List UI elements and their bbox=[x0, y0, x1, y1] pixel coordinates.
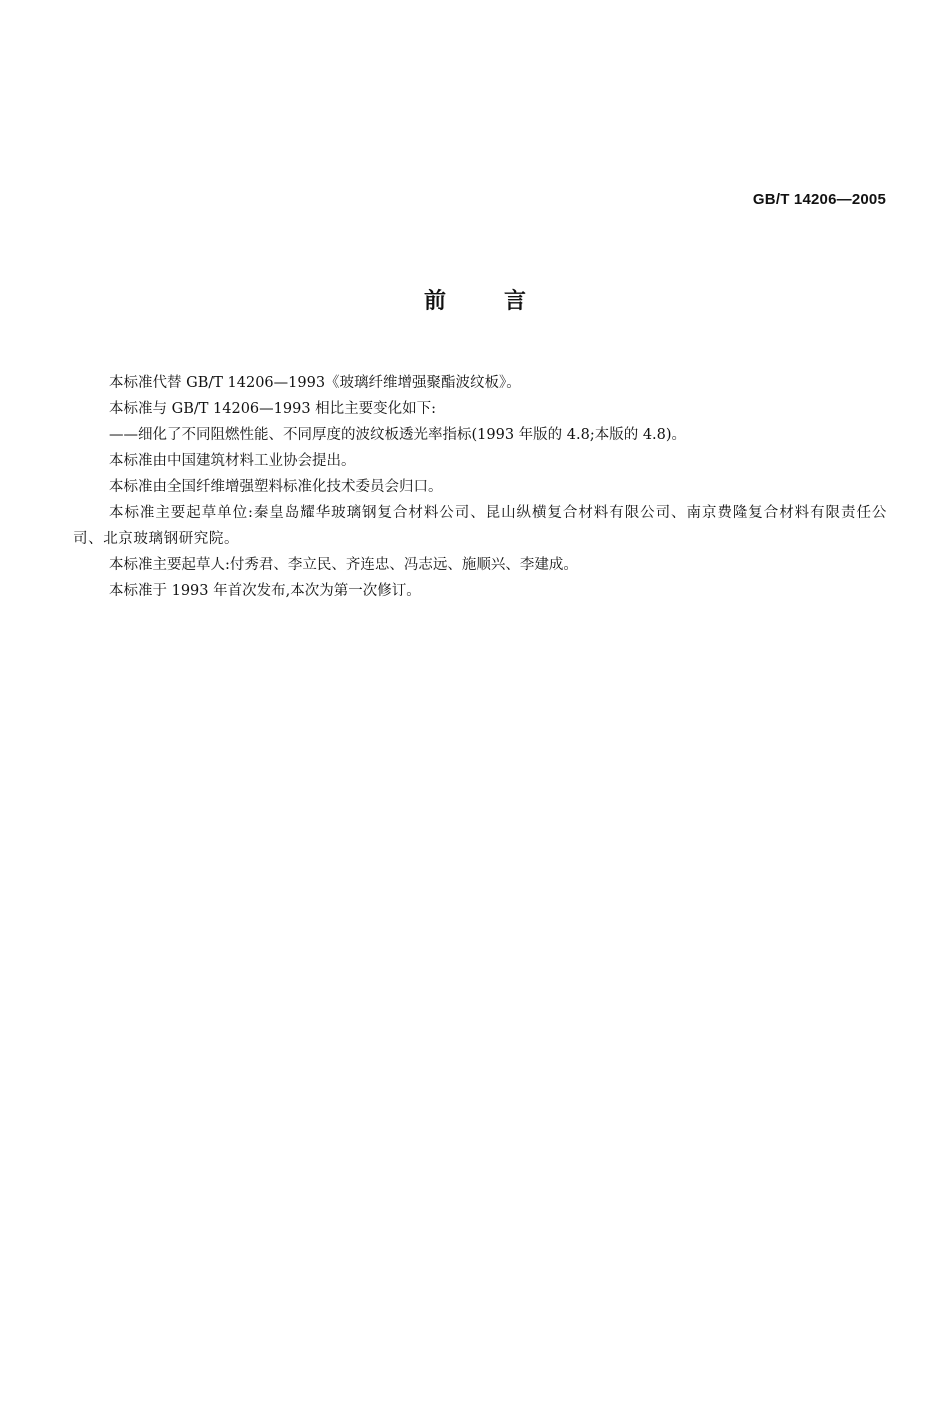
foreword-body bbox=[73, 370, 887, 604]
paragraph-drafters: 本标准主要起草人:付秀君、李立民、齐连忠、冯志远、施顺兴、李建成。 bbox=[109, 557, 578, 573]
paragraph-centralized-by: 本标准由全国纤维增强塑料标准化技术委员会归口。 bbox=[109, 479, 443, 495]
paragraph-publication-history: 本标准于 1993 年首次发布,本次为第一次修订。 bbox=[109, 583, 421, 599]
standard-number: GB/T 14206—2005 bbox=[752, 191, 886, 208]
paragraph-changes-intro: 本标准与 GB/T 14206—1993 相比主要变化如下: bbox=[109, 401, 437, 417]
paragraph-replaces: 本标准代替 GB/T 14206—1993《玻璃纤维增强聚酯波纹板》。 bbox=[109, 375, 521, 391]
paragraph-proposed-by: 本标准由中国建筑材料工业协会提出。 bbox=[109, 453, 356, 469]
paragraph-drafting-units: 本标准主要起草单位:秦皇岛耀华玻璃钢复合材料公司、昆山纵横复合材料有限公司、南京费隆复合材料有限责任公司、北京玻璃钢研究院。 bbox=[73, 505, 887, 547]
paragraph-change-item: ——细化了不同阻燃性能、不同厚度的波纹板透光率指标(1993 年版的 4.8;本版的 4.8)。 bbox=[109, 427, 687, 443]
page-title: 前言 bbox=[423, 289, 584, 314]
